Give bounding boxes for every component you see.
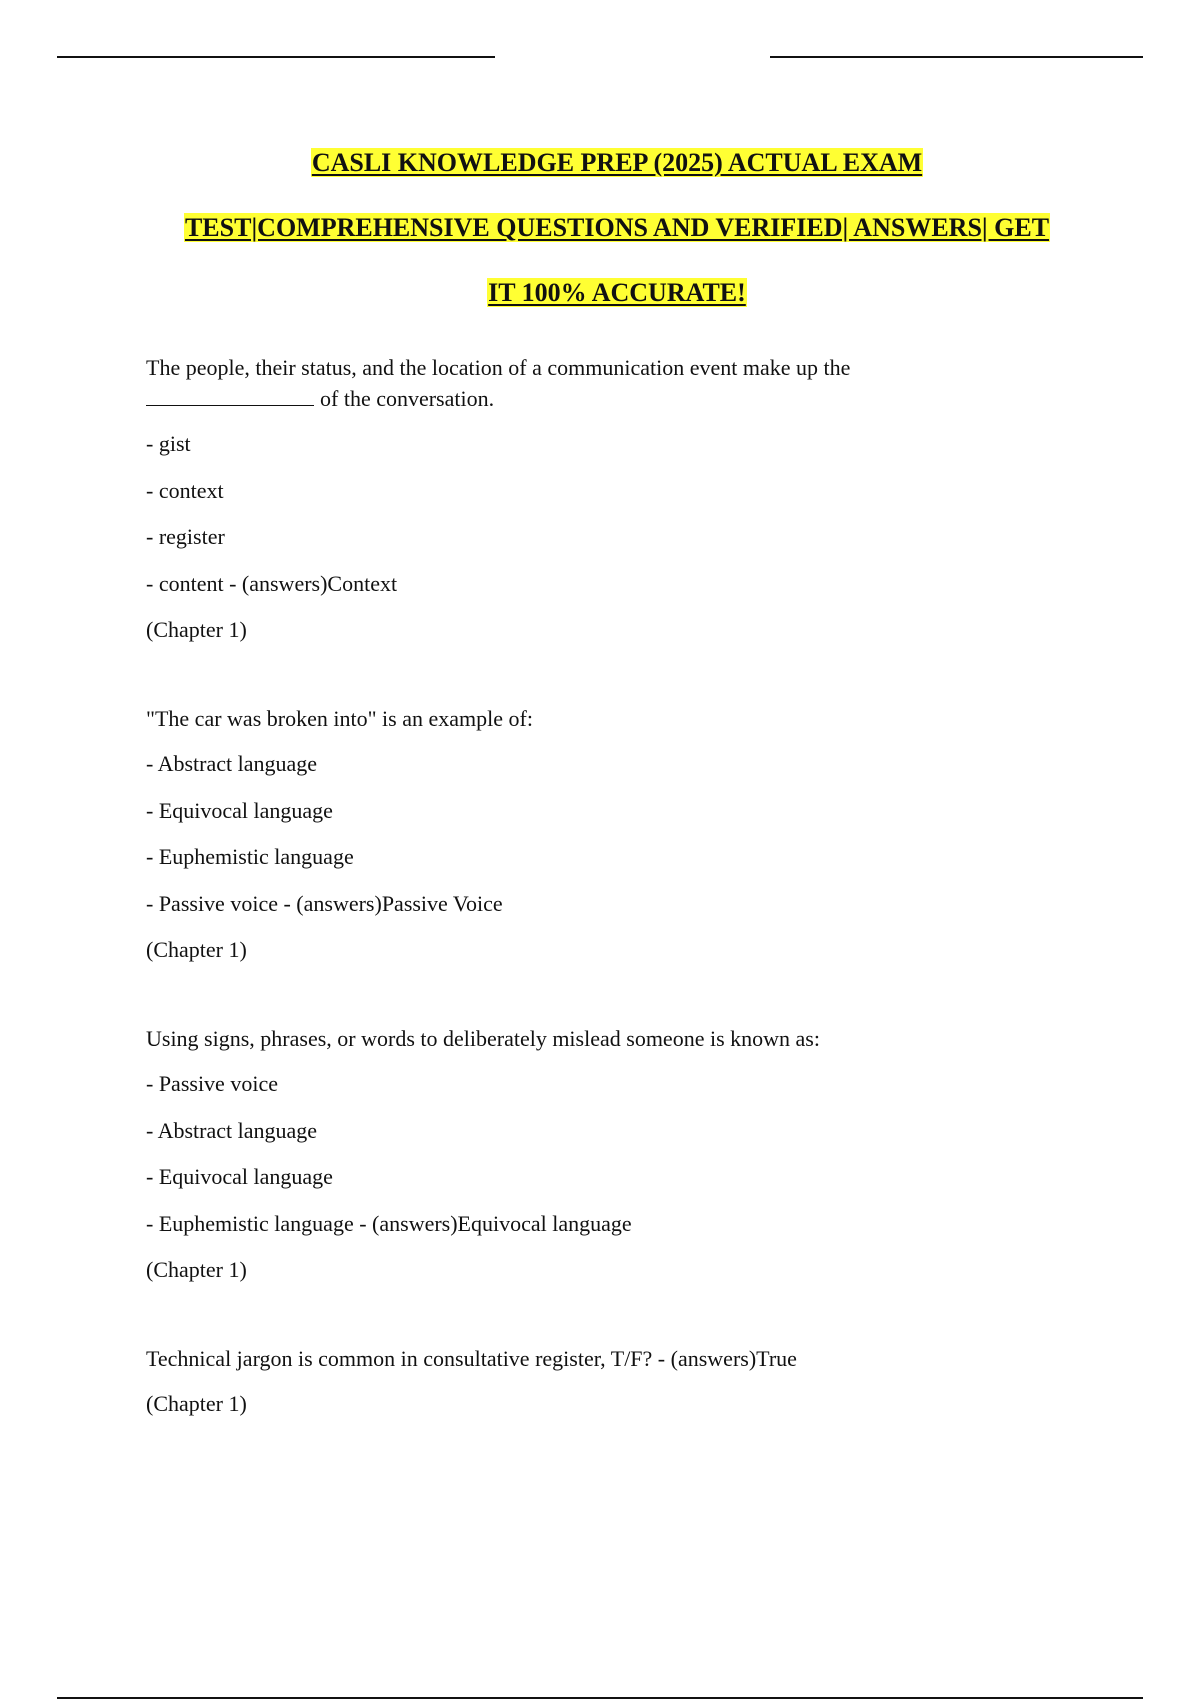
title-line-1-text: CASLI KNOWLEDGE PREP (2025) ACTUAL EXAM: [311, 148, 923, 177]
question-4-text: Technical jargon is common in consultative register, T/F? - (answers)True: [146, 1346, 797, 1371]
footer-rule: [57, 1697, 1143, 1699]
question-2-option-4: - Passive voice - (answers)Passive Voice: [146, 890, 503, 916]
question-1-option-2: - context: [146, 477, 224, 503]
title-line-2-text: TEST|COMPREHENSIVE QUESTIONS AND VERIFIED| ANSWERS| GET: [184, 213, 1050, 242]
question-2-chapter: (Chapter 1): [146, 937, 247, 962]
question-2-text: "The car was broken into" is an example of:: [146, 706, 533, 731]
question-1-text-before: The people, their status, and the location of a communication event make up the: [146, 355, 851, 380]
question-3-text: Using signs, phrases, or words to deliberately mislead someone is known as:: [146, 1026, 820, 1051]
title-line-3-text: IT 100% ACCURATE!: [488, 278, 746, 307]
document-body: [146, 352, 1096, 1477]
header-rule-right: [770, 56, 1143, 58]
question-1-text-after: of the conversation.: [320, 386, 495, 411]
question-2-option-2: - Equivocal language: [146, 797, 333, 823]
question-3-option-3: - Equivocal language: [146, 1164, 333, 1189]
question-1-option-3: - register: [146, 524, 225, 549]
question-block-2: [146, 703, 1096, 965]
question-2-option-1: - Abstract language: [146, 751, 318, 776]
title-line-2: [100, 208, 1134, 273]
question-block-1: [146, 352, 1096, 645]
question-1-text: [146, 352, 1096, 414]
question-3-option-4: - Euphemistic language - (answers)Equivocal language: [146, 1210, 632, 1236]
question-1-blank: [146, 385, 314, 406]
question-4-chapter: (Chapter 1): [146, 1391, 247, 1416]
question-1-option-1: - gist: [146, 431, 191, 456]
title-line-3: [100, 273, 1134, 338]
title-line-1: [100, 143, 1134, 208]
document-title: [100, 143, 1134, 338]
question-1-option-4: - content - (answers)Context: [146, 570, 398, 596]
question-3-chapter: (Chapter 1): [146, 1257, 247, 1282]
question-3-option-2: - Abstract language: [146, 1117, 318, 1143]
header-rule-left: [57, 56, 495, 58]
question-3-option-1: - Passive voice: [146, 1071, 278, 1096]
question-2-option-3: - Euphemistic language: [146, 844, 354, 869]
question-block-4: [146, 1343, 1096, 1419]
question-1-chapter: (Chapter 1): [146, 617, 247, 642]
question-block-3: [146, 1023, 1096, 1285]
